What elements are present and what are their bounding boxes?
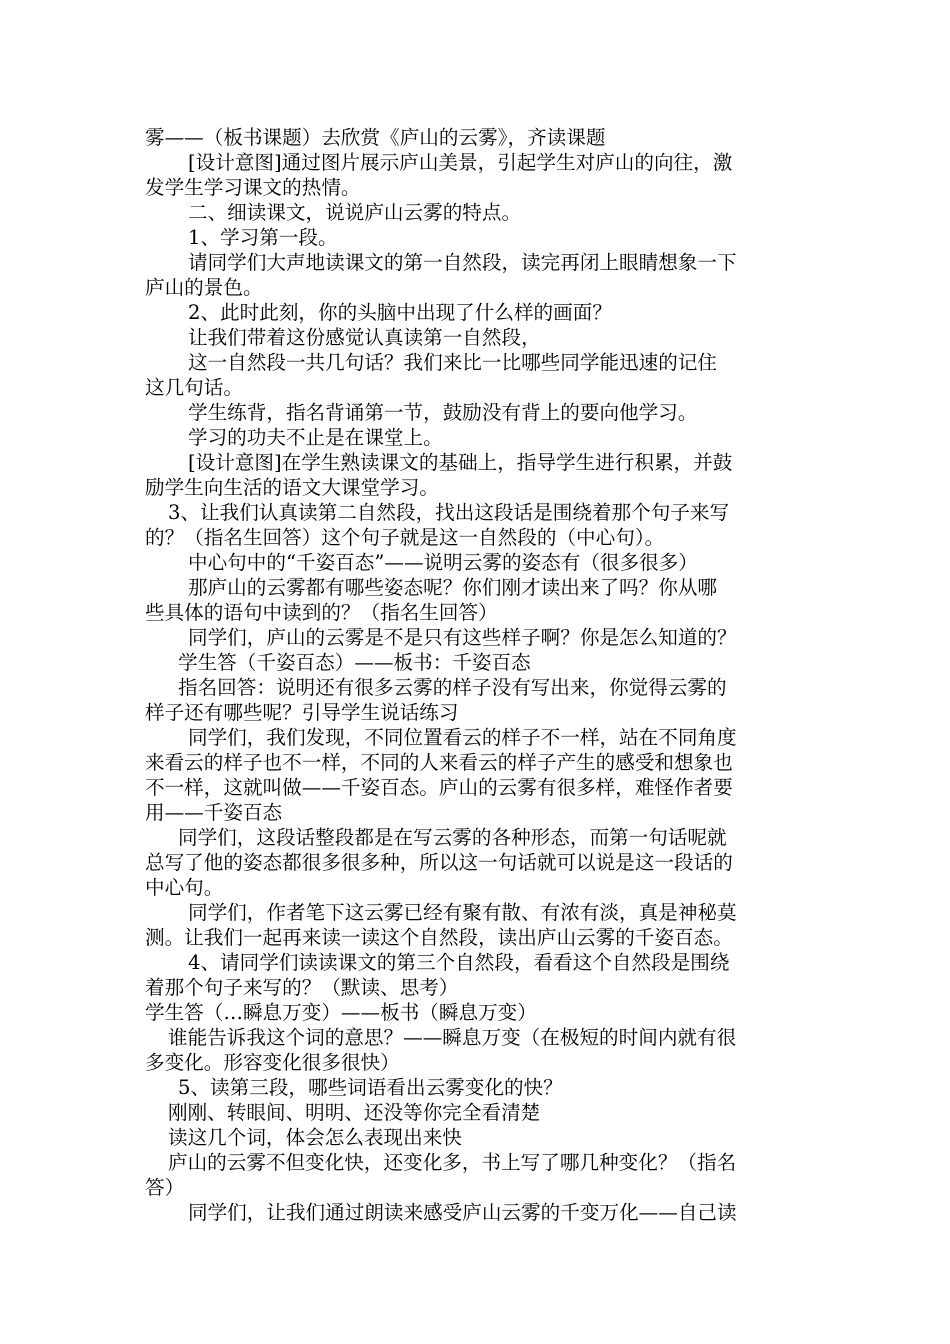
text-line: [设计意图]在学生熟读课文的基础上，指导学生进行积累，并鼓 — [188, 451, 733, 474]
text-line: 让我们带着这份感觉认真读第一自然段， — [188, 326, 541, 349]
text-line: 同学们，这段话整段都是在写云雾的各种形态，而第一句话呢就 — [178, 826, 727, 849]
text-line: 4、请同学们读读课文的第三个自然段，看看这个自然段是围绕 — [188, 951, 730, 974]
text-line: 中心句中的“千姿百态”——说明云雾的姿态有（很多很多） — [188, 551, 698, 574]
text-line: 答） — [145, 1176, 185, 1199]
text-line: 庐山的景色。 — [145, 276, 263, 299]
text-line: 学生练背，指名背诵第一节，鼓励没有背上的要向他学习。 — [188, 401, 698, 424]
text-line: 这一自然段一共几句话？我们来比一比哪些同学能迅速的记住 — [188, 351, 718, 374]
text-line: 样子还有哪些呢？引导学生说话练习 — [145, 701, 459, 724]
text-line: 发学生学习课文的热情。 — [145, 176, 361, 199]
text-line: 同学们，作者笔下这云雾已经有聚有散、有浓有淡，真是神秘莫 — [188, 901, 737, 924]
text-line: 学习的功夫不止是在课堂上。 — [188, 426, 443, 449]
text-line: 用——千姿百态 — [145, 801, 283, 824]
text-line: 读这几个词，体会怎么表现出来快 — [168, 1126, 462, 1149]
text-line: 3、让我们认真读第二自然段，找出这段话是围绕着那个句子来写 — [168, 501, 730, 524]
text-line: 测。让我们一起再来读一读这个自然段，读出庐山云雾的千姿百态。 — [145, 926, 733, 949]
text-line: 些具体的语句中读到的？（指名生回答） — [145, 601, 498, 624]
text-line: 同学们，我们发现，不同位置看云的样子不一样，站在不同角度 — [188, 726, 737, 749]
text-line: 总写了他的姿态都很多很多种，所以这一句话就可以说是这一段话的 — [145, 851, 733, 874]
text-line: 多变化。形容变化很多很快） — [145, 1051, 400, 1074]
text-line: 谁能告诉我这个词的意思？——瞬息万变（在极短的时间内就有很 — [168, 1026, 737, 1049]
text-line: 庐山的云雾不但变化快，还变化多，书上写了哪几种变化？（指名 — [168, 1151, 737, 1174]
text-line: 那庐山的云雾都有哪些姿态呢？你们刚才读出来了吗？你从哪 — [188, 576, 718, 599]
text-line: 同学们，让我们通过朗读来感受庐山云雾的千变万化——自己读 — [188, 1201, 737, 1224]
text-line: 这几句话。 — [145, 376, 243, 399]
text-line: 学生答（千姿百态）——板书：千姿百态 — [178, 651, 531, 674]
text-line: 1、学习第一段。 — [188, 226, 338, 249]
text-line: 中心句。 — [145, 876, 224, 899]
text-line: 请同学们大声地读课文的第一自然段，读完再闭上眼睛想象一下 — [188, 251, 737, 274]
text-line: [设计意图]通过图片展示庐山美景，引起学生对庐山的向往，激 — [188, 151, 733, 174]
text-line: 励学生向生活的语文大课堂学习。 — [145, 476, 439, 499]
text-line: 雾——（板书课题）去欣赏《庐山的云雾》，齐读课题 — [145, 126, 606, 149]
text-line: 同学们，庐山的云雾是不是只有这些样子啊？你是怎么知道的？ — [188, 626, 737, 649]
text-line: 的？（指名生回答）这个句子就是这一自然段的（中心句）。 — [145, 526, 665, 549]
text-line: 不一样，这就叫做——千姿百态。庐山的云雾有很多样，难怪作者要 — [145, 776, 733, 799]
text-line: 二、细读课文，说说庐山云雾的特点。 — [188, 201, 522, 224]
text-line: 着那个句子来写的？（默读、思考） — [145, 976, 459, 999]
text-line: 指名回答：说明还有很多云雾的样子没有写出来，你觉得云雾的 — [178, 676, 727, 699]
text-line: 学生答（…瞬息万变）——板书（瞬息万变） — [145, 1001, 537, 1024]
text-line: 5、读第三段，哪些词语看出云雾变化的快？ — [178, 1076, 563, 1099]
text-line: 来看云的样子也不一样，不同的人来看云的样子产生的感受和想象也 — [145, 751, 733, 774]
text-line: 2、此时此刻，你的头脑中出现了什么样的画面？ — [188, 301, 612, 324]
text-line: 刚刚、转眼间、明明、还没等你完全看清楚 — [168, 1101, 541, 1124]
